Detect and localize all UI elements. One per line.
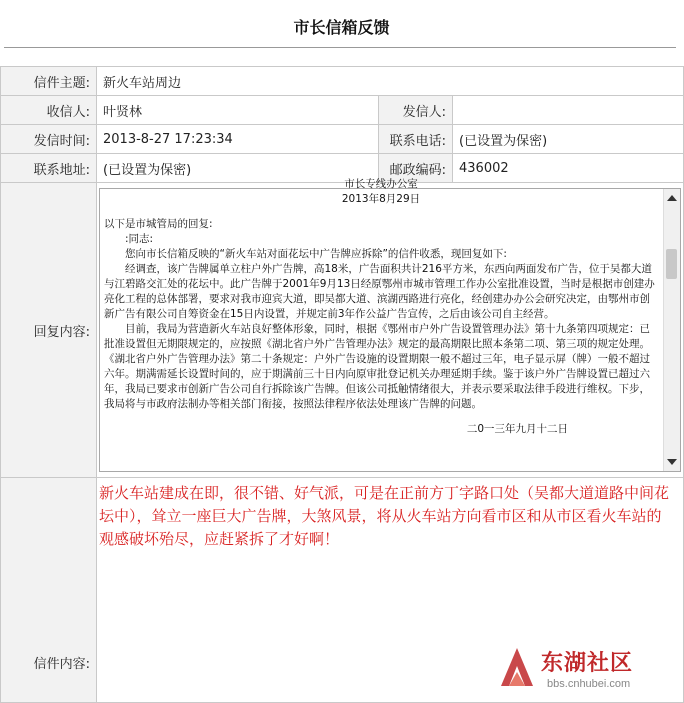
content-row bbox=[1, 478, 684, 703]
reply-salutation: :同志: bbox=[125, 233, 154, 245]
reply-office-date: 2013年8月29日 bbox=[341, 193, 421, 205]
scroll-down-icon[interactable] bbox=[667, 459, 677, 465]
reply-scrollbar[interactable] bbox=[663, 189, 680, 471]
postcode-value: 436002 bbox=[453, 154, 684, 183]
recipient-row bbox=[1, 96, 684, 125]
address-value: (已设置为保密) bbox=[97, 154, 379, 183]
recipient-value: 叶贤林 bbox=[97, 96, 379, 125]
sender-value bbox=[453, 96, 684, 125]
phone-value: (已设置为保密) bbox=[453, 125, 684, 154]
reply-paragraph-3: 目前，我局为营造新火车站良好整体形象，同时，根据《鄂州市户外广告设置管理办法》第十九条第四项规定：已批准设置但无期限规定的，应按照《湖北省户外广告管理办法》规定的最高期限比照本条第二项、第三项的规定处理。《湖北省户外广告管理办法》第二十条规定：户外广告设施的设置期限一般不超过三年，电子显示屏（牌）一般不超过六年。期满需延长设置时间的，应于期满前三十日内向原审批登记机关办理延期手续。鉴于该户外广告牌设置已超过六年，我局已要求市创新广告公司自行拆除该广告牌。但该公司抵触情绪很大，并表示要采取法律手段进行维权。下步，我局将与市政府法制办等相关部门衔接，按照法律程序依法处理该广告牌的问题。 bbox=[104, 323, 650, 410]
address-label: 联系地址: bbox=[1, 154, 97, 183]
reply-row bbox=[1, 183, 684, 478]
reply-paragraph-1: 您向市长信箱反映的“新火车站对面花坛中广告牌应拆除”的信件收悉，现回复如下: bbox=[125, 248, 507, 260]
recipient-label: 收信人: bbox=[1, 96, 97, 125]
reply-label: 回复内容: bbox=[1, 183, 97, 478]
scroll-up-icon[interactable] bbox=[667, 195, 677, 201]
time-label: 发信时间: bbox=[1, 125, 97, 154]
time-value: 2013-8-27 17:23:34 bbox=[97, 125, 379, 154]
reply-office: 市长专线办公室 bbox=[344, 178, 418, 190]
postcode-label: 邮政编码: bbox=[379, 154, 453, 183]
watermark bbox=[495, 638, 675, 698]
subject-value: 新火车站周边 bbox=[97, 67, 684, 96]
reply-text bbox=[100, 177, 662, 437]
title-divider bbox=[4, 47, 676, 48]
watermark-url: bbs.cnhubei.com bbox=[547, 678, 631, 690]
sender-label: 发信人: bbox=[379, 96, 453, 125]
watermark-name: 东湖社区 bbox=[541, 651, 634, 676]
subject-row bbox=[1, 67, 684, 96]
reply-paragraph-2: 经调查，该广告牌属单立柱户外广告牌，高18米，广告面积共计216平方米，东西向两面发布广告，位于吴都大道与江碧路交汇处的花坛中。此广告牌于2001年9月13日经原鄂州市城市管理工作办公室批准设置，当时是根据市创建办亮化工程的总体部署，要求对我市迎宾大道，即吴都大道、滨湖西路进行亮化，经创建办办公会研究决定，由鄂州市创新广告有限公司自筹资金在15日内设置，并规定前3年作公益广告宣传，之后由该公司自主经营。 bbox=[104, 263, 655, 320]
letter-table bbox=[0, 66, 684, 703]
reply-intro: 以下是市城管局的回复: bbox=[104, 218, 213, 230]
page-title: 市长信箱反馈 bbox=[293, 18, 390, 37]
reply-scroll-box[interactable] bbox=[99, 178, 681, 472]
reply-sign-date: 二0一三年九月十二日 bbox=[466, 423, 569, 435]
scroll-thumb[interactable] bbox=[666, 249, 677, 279]
subject-label: 信件主题: bbox=[1, 67, 97, 96]
letter-content: 新火车站建成在即，很不错、好气派，可是在正前方丁字路口处（吴都大道道路中间花坛中），耸立一座巨大广告牌，大煞风景，将从火车站方向看市区和从市区看火车站的观感破坏殆尽，应赶紧拆了才好啊！ bbox=[99, 484, 670, 548]
time-row bbox=[1, 125, 684, 154]
phone-label: 联系电话: bbox=[379, 125, 453, 154]
dhsq-logo-icon bbox=[495, 642, 539, 692]
content-label: 信件内容: bbox=[1, 478, 97, 703]
